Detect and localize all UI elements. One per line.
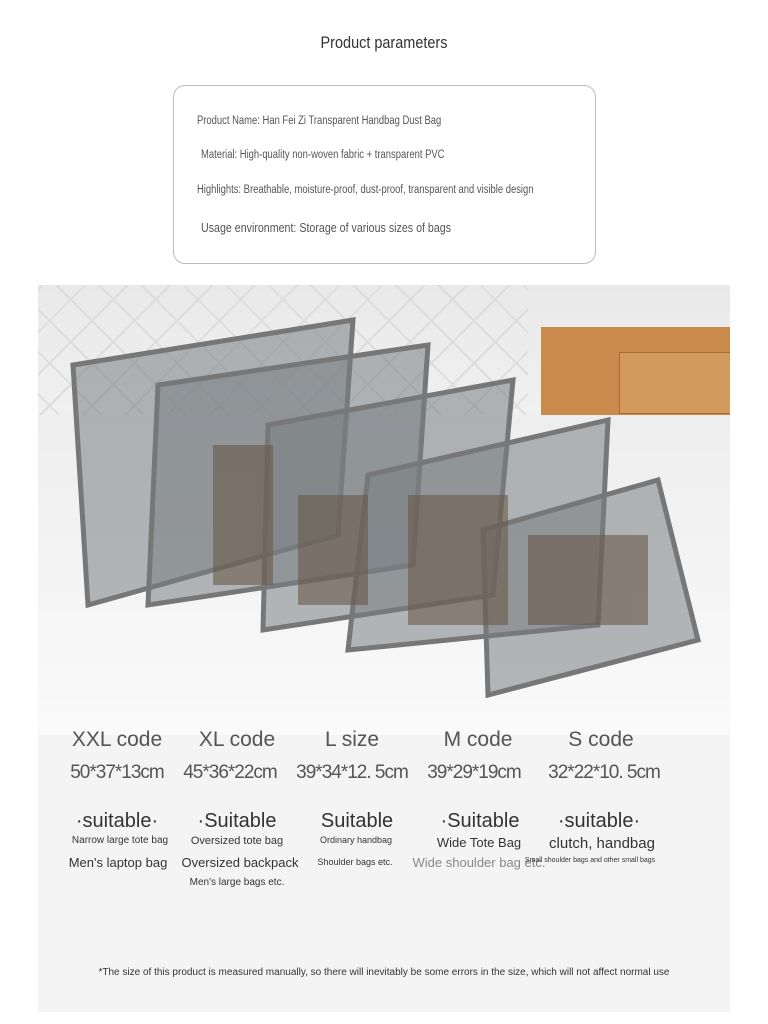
material: Material: High-quality non-woven fabric + transparent PVC bbox=[201, 149, 445, 161]
suitable-item: Wide shoulder bag etc. bbox=[412, 855, 546, 870]
size-dims: 39*34*12. 5cm bbox=[296, 762, 408, 783]
suitable-label: Suitable bbox=[320, 810, 394, 832]
suitable-label: ·Suitable bbox=[197, 810, 277, 832]
product-parameters-box bbox=[173, 85, 596, 264]
size-code: M code bbox=[443, 728, 513, 751]
suitable-label: ·Suitable bbox=[440, 810, 520, 832]
size-code: L size bbox=[324, 728, 380, 751]
size-dims: 45*36*22cm bbox=[183, 762, 277, 783]
product-photo bbox=[38, 285, 730, 1012]
size-code: S code bbox=[568, 728, 634, 751]
usage-environment: Usage environment: Storage of various sizes of bags bbox=[201, 220, 452, 235]
highlights: Highlights: Breathable, moisture-proof, dust-proof, transparent and visible design bbox=[197, 184, 534, 196]
suitable-item: Wide Tote Bag bbox=[436, 835, 522, 850]
suitable-label: ·suitable· bbox=[75, 810, 159, 832]
suitable-item: Oversized tote bag bbox=[190, 835, 284, 847]
size-code: XXL code bbox=[71, 728, 163, 751]
suitable-item: Small shoulder bags and other small bags bbox=[524, 857, 656, 864]
product-name: Product Name: Han Fei Zi Transparent Handbag Dust Bag bbox=[197, 115, 442, 127]
dust-bags-image bbox=[38, 285, 730, 715]
suitable-item: Narrow large tote bag bbox=[71, 835, 169, 846]
size-disclaimer: *The size of this product is measured manually, so there will inevitably be some errors in the size, which will not affect normal use bbox=[98, 967, 670, 978]
suitable-item: clutch, handbag bbox=[549, 835, 655, 852]
suitable-item: Oversized backpack bbox=[181, 855, 299, 870]
suitable-item: Men's large bags etc. bbox=[189, 877, 285, 888]
suitable-label: ·suitable· bbox=[557, 810, 641, 832]
suitable-item: Ordinary handbag bbox=[319, 835, 393, 845]
size-code: XL code bbox=[198, 728, 276, 751]
size-dims: 50*37*13cm bbox=[70, 762, 164, 783]
suitable-item: Men's laptop bag bbox=[68, 855, 168, 870]
suitable-item: Shoulder bags etc. bbox=[317, 857, 393, 867]
size-dims: 39*29*19cm bbox=[427, 762, 521, 783]
page-title: Product parameters bbox=[320, 33, 448, 52]
size-dims: 32*22*10. 5cm bbox=[548, 762, 660, 783]
